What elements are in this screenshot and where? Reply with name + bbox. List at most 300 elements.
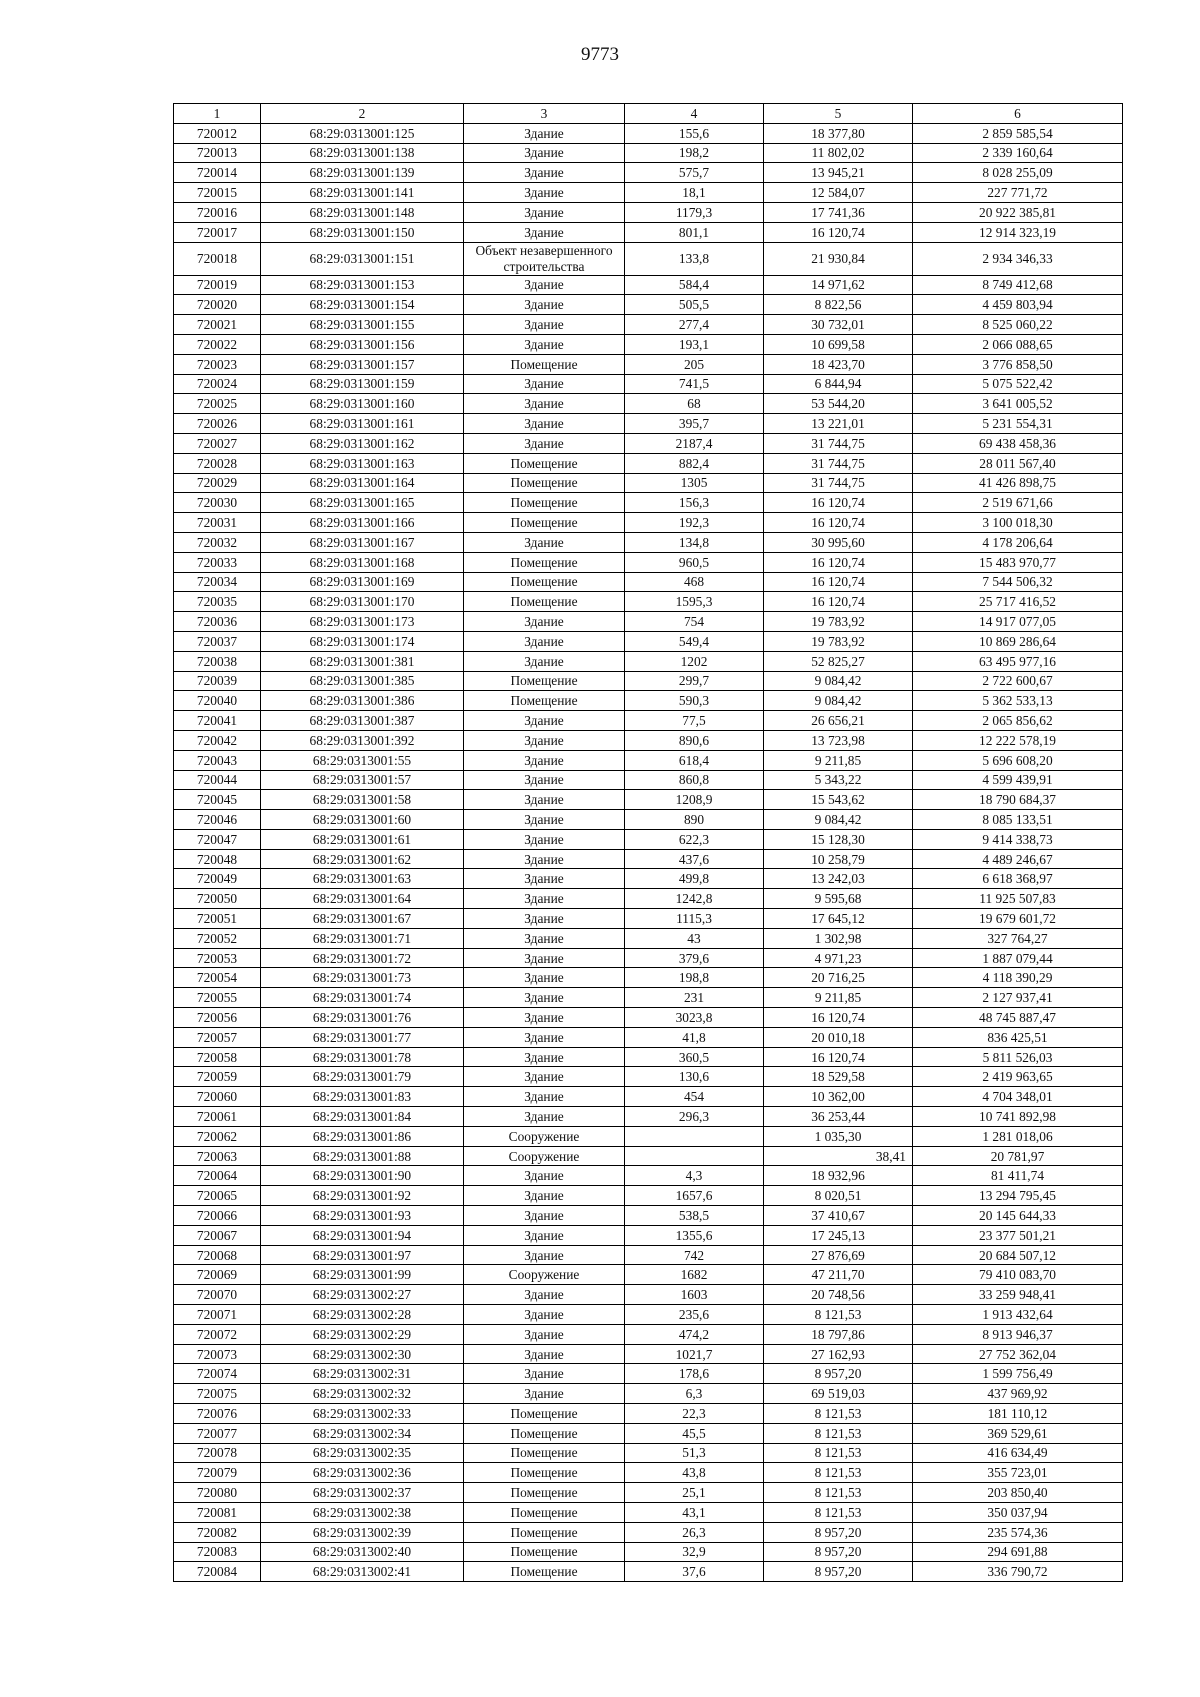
cell-number: 720012 <box>174 123 261 143</box>
cell-area: 1202 <box>625 651 764 671</box>
cell-cadastral-value: 2 419 963,65 <box>913 1067 1123 1087</box>
cell-area: 43,1 <box>625 1502 764 1522</box>
table-row <box>174 493 1123 513</box>
cell-specific-value: 10 258,79 <box>764 849 913 869</box>
cell-number: 720030 <box>174 493 261 513</box>
cell-specific-value: 8 957,20 <box>764 1562 913 1582</box>
cell-specific-value: 8 121,53 <box>764 1502 913 1522</box>
cell-object-type: Здание <box>464 143 625 163</box>
cell-specific-value: 17 645,12 <box>764 909 913 929</box>
cell-number: 720045 <box>174 790 261 810</box>
cell-specific-value: 4 971,23 <box>764 948 913 968</box>
cell-area: 1682 <box>625 1265 764 1285</box>
table-row <box>174 143 1123 163</box>
cell-cadastral-number: 68:29:0313001:90 <box>261 1166 464 1186</box>
cell-cadastral-number: 68:29:0313002:32 <box>261 1384 464 1404</box>
cell-cadastral-value: 8 525 060,22 <box>913 315 1123 335</box>
cell-object-type: Помещение <box>464 493 625 513</box>
table-row <box>174 1265 1123 1285</box>
cell-object-type: Здание <box>464 433 625 453</box>
cell-number: 720071 <box>174 1305 261 1325</box>
cell-specific-value: 31 744,75 <box>764 473 913 493</box>
cell-object-type: Помещение <box>464 691 625 711</box>
cell-cadastral-number: 68:29:0313001:67 <box>261 909 464 929</box>
cell-number: 720040 <box>174 691 261 711</box>
cell-cadastral-number: 68:29:0313001:77 <box>261 1027 464 1047</box>
cell-specific-value: 31 744,75 <box>764 433 913 453</box>
cell-cadastral-value: 14 917 077,05 <box>913 612 1123 632</box>
table-row <box>174 1483 1123 1503</box>
table-row <box>174 295 1123 315</box>
cell-area <box>625 1126 764 1146</box>
cell-cadastral-value: 69 438 458,36 <box>913 433 1123 453</box>
table-row <box>174 849 1123 869</box>
cell-object-type: Здание <box>464 651 625 671</box>
cell-number: 720073 <box>174 1344 261 1364</box>
cell-number: 720043 <box>174 750 261 770</box>
cell-cadastral-number: 68:29:0313001:167 <box>261 532 464 552</box>
cell-specific-value: 8 121,53 <box>764 1423 913 1443</box>
cell-specific-value: 18 797,86 <box>764 1324 913 1344</box>
cell-cadastral-number: 68:29:0313002:30 <box>261 1344 464 1364</box>
cell-cadastral-value: 5 811 526,03 <box>913 1047 1123 1067</box>
cell-area: 882,4 <box>625 453 764 473</box>
cell-object-type: Здание <box>464 1285 625 1305</box>
table-row <box>174 1463 1123 1483</box>
cell-object-type: Здание <box>464 711 625 731</box>
cell-area: 801,1 <box>625 222 764 242</box>
cell-object-type: Здание <box>464 869 625 889</box>
cell-specific-value: 19 783,92 <box>764 631 913 651</box>
cell-area: 231 <box>625 988 764 1008</box>
cell-cadastral-number: 68:29:0313002:37 <box>261 1483 464 1503</box>
cell-object-type: Здание <box>464 1087 625 1107</box>
cell-cadastral-value: 2 066 088,65 <box>913 334 1123 354</box>
cell-number: 720039 <box>174 671 261 691</box>
cell-number: 720020 <box>174 295 261 315</box>
cell-object-type: Здание <box>464 770 625 790</box>
cell-number: 720023 <box>174 354 261 374</box>
cell-object-type: Помещение <box>464 1423 625 1443</box>
cell-object-type: Здание <box>464 612 625 632</box>
cell-area: 454 <box>625 1087 764 1107</box>
cell-object-type: Помещение <box>464 1502 625 1522</box>
cell-cadastral-value: 15 483 970,77 <box>913 552 1123 572</box>
cell-area: 299,7 <box>625 671 764 691</box>
cell-cadastral-value: 437 969,92 <box>913 1384 1123 1404</box>
cell-cadastral-number: 68:29:0313001:58 <box>261 790 464 810</box>
table-row <box>174 889 1123 909</box>
cell-object-type: Здание <box>464 1344 625 1364</box>
cell-object-type: Помещение <box>464 1483 625 1503</box>
cell-object-type: Здание <box>464 849 625 869</box>
table-row <box>174 1107 1123 1127</box>
table-row <box>174 928 1123 948</box>
table-row <box>174 473 1123 493</box>
cell-area: 860,8 <box>625 770 764 790</box>
cell-area: 37,6 <box>625 1562 764 1582</box>
cell-number: 720080 <box>174 1483 261 1503</box>
cell-cadastral-value: 203 850,40 <box>913 1483 1123 1503</box>
cell-number: 720033 <box>174 552 261 572</box>
cell-cadastral-value: 8 913 946,37 <box>913 1324 1123 1344</box>
cell-object-type: Здание <box>464 790 625 810</box>
cell-area: 622,3 <box>625 829 764 849</box>
cell-specific-value: 9 084,42 <box>764 810 913 830</box>
cell-specific-value: 16 120,74 <box>764 1047 913 1067</box>
cell-number: 720028 <box>174 453 261 473</box>
cell-cadastral-value: 18 790 684,37 <box>913 790 1123 810</box>
cell-cadastral-number: 68:29:0313001:174 <box>261 631 464 651</box>
cell-cadastral-value: 4 178 206,64 <box>913 532 1123 552</box>
cell-cadastral-number: 68:29:0313001:160 <box>261 394 464 414</box>
cell-area: 575,7 <box>625 163 764 183</box>
cell-number: 720079 <box>174 1463 261 1483</box>
table-row <box>174 275 1123 295</box>
cell-number: 720067 <box>174 1225 261 1245</box>
cell-number: 720057 <box>174 1027 261 1047</box>
cell-area: 499,8 <box>625 869 764 889</box>
cell-specific-value: 6 844,94 <box>764 374 913 394</box>
table-row <box>174 222 1123 242</box>
table-row <box>174 1443 1123 1463</box>
cell-cadastral-value: 5 075 522,42 <box>913 374 1123 394</box>
cell-cadastral-value: 1 887 079,44 <box>913 948 1123 968</box>
cell-cadastral-value: 416 634,49 <box>913 1443 1123 1463</box>
cell-number: 720034 <box>174 572 261 592</box>
cell-area: 18,1 <box>625 183 764 203</box>
cell-specific-value: 8 121,53 <box>764 1305 913 1325</box>
table-row <box>174 968 1123 988</box>
cell-cadastral-number: 68:29:0313002:29 <box>261 1324 464 1344</box>
cell-number: 720048 <box>174 849 261 869</box>
table-row <box>174 1087 1123 1107</box>
cell-object-type: Здание <box>464 988 625 1008</box>
cell-object-type: Здание <box>464 829 625 849</box>
cell-cadastral-number: 68:29:0313001:159 <box>261 374 464 394</box>
cell-object-type: Помещение <box>464 473 625 493</box>
header-row <box>174 104 1123 124</box>
cell-cadastral-value: 28 011 567,40 <box>913 453 1123 473</box>
cell-number: 720054 <box>174 968 261 988</box>
cell-cadastral-value: 48 745 887,47 <box>913 1008 1123 1028</box>
cell-area: 1657,6 <box>625 1186 764 1206</box>
cell-cadastral-number: 68:29:0313002:27 <box>261 1285 464 1305</box>
cell-area: 25,1 <box>625 1483 764 1503</box>
table-row <box>174 1285 1123 1305</box>
cell-area: 193,1 <box>625 334 764 354</box>
table-row <box>174 1522 1123 1542</box>
cell-number: 720082 <box>174 1522 261 1542</box>
cell-cadastral-number: 68:29:0313001:74 <box>261 988 464 1008</box>
table-row <box>174 1126 1123 1146</box>
cell-specific-value: 47 211,70 <box>764 1265 913 1285</box>
table-row <box>174 315 1123 335</box>
table-row <box>174 909 1123 929</box>
cell-object-type: Здание <box>464 1166 625 1186</box>
cell-cadastral-value: 20 922 385,81 <box>913 202 1123 222</box>
table-row <box>174 513 1123 533</box>
cell-number: 720060 <box>174 1087 261 1107</box>
cell-object-type: Здание <box>464 275 625 295</box>
cell-number: 720063 <box>174 1146 261 1166</box>
table-row <box>174 414 1123 434</box>
cell-specific-value: 13 723,98 <box>764 730 913 750</box>
cell-cadastral-value: 11 925 507,83 <box>913 889 1123 909</box>
cell-area: 1208,9 <box>625 790 764 810</box>
cell-specific-value: 8 957,20 <box>764 1364 913 1384</box>
table-row <box>174 869 1123 889</box>
cell-cadastral-value: 12 914 323,19 <box>913 222 1123 242</box>
cell-specific-value: 26 656,21 <box>764 711 913 731</box>
cell-cadastral-value: 7 544 506,32 <box>913 572 1123 592</box>
table-row <box>174 1324 1123 1344</box>
cell-number: 720065 <box>174 1186 261 1206</box>
table-row <box>174 612 1123 632</box>
cell-area: 618,4 <box>625 750 764 770</box>
cell-cadastral-number: 68:29:0313001:139 <box>261 163 464 183</box>
cell-number: 720037 <box>174 631 261 651</box>
cell-number: 720036 <box>174 612 261 632</box>
cell-object-type: Здание <box>464 163 625 183</box>
cell-specific-value: 21 930,84 <box>764 242 913 275</box>
registry-table <box>173 103 1123 1582</box>
cell-object-type: Сооружение <box>464 1126 625 1146</box>
cell-area: 2187,4 <box>625 433 764 453</box>
cell-object-type: Помещение <box>464 453 625 473</box>
table-row <box>174 334 1123 354</box>
cell-area: 549,4 <box>625 631 764 651</box>
cell-cadastral-number: 68:29:0313001:71 <box>261 928 464 948</box>
cell-specific-value: 16 120,74 <box>764 572 913 592</box>
table-row <box>174 433 1123 453</box>
cell-area: 192,3 <box>625 513 764 533</box>
cell-area: 68 <box>625 394 764 414</box>
cell-cadastral-value: 8 085 133,51 <box>913 810 1123 830</box>
cell-cadastral-value: 2 339 160,64 <box>913 143 1123 163</box>
cell-area: 156,3 <box>625 493 764 513</box>
cell-cadastral-number: 68:29:0313001:164 <box>261 473 464 493</box>
cell-number: 720024 <box>174 374 261 394</box>
table-row <box>174 242 1123 275</box>
cell-number: 720075 <box>174 1384 261 1404</box>
cell-specific-value: 10 699,58 <box>764 334 913 354</box>
cell-object-type: Здание <box>464 414 625 434</box>
column-header: 5 <box>764 104 913 124</box>
cell-cadastral-value: 79 410 083,70 <box>913 1265 1123 1285</box>
cell-object-type: Здание <box>464 1047 625 1067</box>
page-number: 9773 <box>581 44 619 65</box>
cell-cadastral-number: 68:29:0313001:60 <box>261 810 464 830</box>
cell-cadastral-number: 68:29:0313001:173 <box>261 612 464 632</box>
column-header: 3 <box>464 104 625 124</box>
cell-object-type: Здание <box>464 183 625 203</box>
cell-specific-value: 8 121,53 <box>764 1463 913 1483</box>
table-row <box>174 1146 1123 1166</box>
cell-cadastral-number: 68:29:0313002:33 <box>261 1404 464 1424</box>
table-row <box>174 572 1123 592</box>
table-body <box>174 123 1123 1581</box>
cell-specific-value: 8 822,56 <box>764 295 913 315</box>
cell-number: 720031 <box>174 513 261 533</box>
cell-number: 720081 <box>174 1502 261 1522</box>
cell-object-type: Здание <box>464 1027 625 1047</box>
table-row <box>174 1344 1123 1364</box>
cell-cadastral-number: 68:29:0313001:84 <box>261 1107 464 1127</box>
table-row <box>174 948 1123 968</box>
cell-object-type: Здание <box>464 1206 625 1226</box>
cell-specific-value: 19 783,92 <box>764 612 913 632</box>
cell-cadastral-number: 68:29:0313001:156 <box>261 334 464 354</box>
cell-area: 1355,6 <box>625 1225 764 1245</box>
cell-area: 277,4 <box>625 315 764 335</box>
cell-number: 720070 <box>174 1285 261 1305</box>
cell-cadastral-value: 8 749 412,68 <box>913 275 1123 295</box>
cell-number: 720015 <box>174 183 261 203</box>
cell-cadastral-number: 68:29:0313001:157 <box>261 354 464 374</box>
table-row <box>174 1404 1123 1424</box>
table-row <box>174 1008 1123 1028</box>
table-row <box>174 1384 1123 1404</box>
cell-area: 43,8 <box>625 1463 764 1483</box>
table-row <box>174 354 1123 374</box>
cell-area: 360,5 <box>625 1047 764 1067</box>
cell-specific-value: 11 802,02 <box>764 143 913 163</box>
cell-cadastral-value: 9 414 338,73 <box>913 829 1123 849</box>
cell-cadastral-number: 68:29:0313001:99 <box>261 1265 464 1285</box>
cell-cadastral-value: 25 717 416,52 <box>913 592 1123 612</box>
cell-specific-value: 30 995,60 <box>764 532 913 552</box>
cell-object-type: Здание <box>464 1225 625 1245</box>
cell-specific-value: 15 128,30 <box>764 829 913 849</box>
cell-specific-value: 16 120,74 <box>764 1008 913 1028</box>
cell-object-type: Помещение <box>464 671 625 691</box>
cell-area: 1305 <box>625 473 764 493</box>
cell-specific-value: 37 410,67 <box>764 1206 913 1226</box>
cell-cadastral-number: 68:29:0313001:76 <box>261 1008 464 1028</box>
cell-object-type: Здание <box>464 334 625 354</box>
table-row <box>174 1502 1123 1522</box>
cell-object-type: Помещение <box>464 552 625 572</box>
cell-specific-value: 8 957,20 <box>764 1522 913 1542</box>
cell-specific-value: 27 876,69 <box>764 1245 913 1265</box>
table-row <box>174 651 1123 671</box>
cell-number: 720041 <box>174 711 261 731</box>
cell-cadastral-number: 68:29:0313001:83 <box>261 1087 464 1107</box>
cell-object-type: Здание <box>464 374 625 394</box>
cell-cadastral-value: 23 377 501,21 <box>913 1225 1123 1245</box>
table-row <box>174 592 1123 612</box>
cell-specific-value: 31 744,75 <box>764 453 913 473</box>
cell-object-type: Здание <box>464 1186 625 1206</box>
cell-area: 296,3 <box>625 1107 764 1127</box>
cell-area: 1595,3 <box>625 592 764 612</box>
table-row <box>174 532 1123 552</box>
table-row <box>174 1067 1123 1087</box>
cell-specific-value: 5 343,22 <box>764 770 913 790</box>
table-row <box>174 730 1123 750</box>
table-row <box>174 671 1123 691</box>
cell-area: 6,3 <box>625 1384 764 1404</box>
cell-specific-value: 16 120,74 <box>764 222 913 242</box>
cell-area: 51,3 <box>625 1443 764 1463</box>
cell-area: 198,2 <box>625 143 764 163</box>
cell-object-type: Помещение <box>464 1562 625 1582</box>
cell-object-type: Помещение <box>464 513 625 533</box>
cell-cadastral-value: 20 145 644,33 <box>913 1206 1123 1226</box>
cell-number: 720064 <box>174 1166 261 1186</box>
table-row <box>174 1245 1123 1265</box>
cell-area: 590,3 <box>625 691 764 711</box>
cell-cadastral-number: 68:29:0313001:385 <box>261 671 464 691</box>
cell-specific-value: 8 121,53 <box>764 1443 913 1463</box>
cell-specific-value: 18 932,96 <box>764 1166 913 1186</box>
cell-cadastral-value: 10 741 892,98 <box>913 1107 1123 1127</box>
cell-cadastral-value: 12 222 578,19 <box>913 730 1123 750</box>
cell-specific-value: 52 825,27 <box>764 651 913 671</box>
cell-cadastral-number: 68:29:0313001:62 <box>261 849 464 869</box>
table-row <box>174 1166 1123 1186</box>
cell-area: 77,5 <box>625 711 764 731</box>
cell-number: 720013 <box>174 143 261 163</box>
cell-area: 754 <box>625 612 764 632</box>
cell-cadastral-number: 68:29:0313001:138 <box>261 143 464 163</box>
cell-cadastral-number: 68:29:0313001:94 <box>261 1225 464 1245</box>
cell-number: 720025 <box>174 394 261 414</box>
cell-specific-value: 1 302,98 <box>764 928 913 948</box>
cell-area: 235,6 <box>625 1305 764 1325</box>
cell-specific-value: 16 120,74 <box>764 493 913 513</box>
cell-area: 505,5 <box>625 295 764 315</box>
cell-specific-value: 18 529,58 <box>764 1067 913 1087</box>
cell-cadastral-number: 68:29:0313002:35 <box>261 1443 464 1463</box>
cell-cadastral-number: 68:29:0313001:73 <box>261 968 464 988</box>
cell-object-type: Помещение <box>464 592 625 612</box>
cell-specific-value: 8 957,20 <box>764 1542 913 1562</box>
cell-area: 1603 <box>625 1285 764 1305</box>
cell-specific-value: 69 519,03 <box>764 1384 913 1404</box>
cell-number: 720072 <box>174 1324 261 1344</box>
cell-number: 720035 <box>174 592 261 612</box>
cell-area: 741,5 <box>625 374 764 394</box>
cell-specific-value: 8 121,53 <box>764 1483 913 1503</box>
table-row <box>174 631 1123 651</box>
cell-cadastral-number: 68:29:0313001:148 <box>261 202 464 222</box>
cell-cadastral-value: 1 599 756,49 <box>913 1364 1123 1384</box>
cell-number: 720018 <box>174 242 261 275</box>
table-row <box>174 183 1123 203</box>
cell-number: 720069 <box>174 1265 261 1285</box>
cell-number: 720017 <box>174 222 261 242</box>
cell-cadastral-value: 2 859 585,54 <box>913 123 1123 143</box>
cell-object-type: Здание <box>464 222 625 242</box>
cell-cadastral-value: 369 529,61 <box>913 1423 1123 1443</box>
cell-specific-value: 13 242,03 <box>764 869 913 889</box>
cell-object-type: Помещение <box>464 1443 625 1463</box>
cell-specific-value: 20 010,18 <box>764 1027 913 1047</box>
cell-cadastral-number: 68:29:0313001:61 <box>261 829 464 849</box>
cell-object-type: Здание <box>464 968 625 988</box>
cell-cadastral-number: 68:29:0313001:63 <box>261 869 464 889</box>
cell-cadastral-number: 68:29:0313001:162 <box>261 433 464 453</box>
cell-specific-value: 18 377,80 <box>764 123 913 143</box>
cell-cadastral-value: 27 752 362,04 <box>913 1344 1123 1364</box>
cell-area: 32,9 <box>625 1542 764 1562</box>
cell-cadastral-number: 68:29:0313001:163 <box>261 453 464 473</box>
cell-cadastral-number: 68:29:0313001:150 <box>261 222 464 242</box>
cell-cadastral-value: 1 281 018,06 <box>913 1126 1123 1146</box>
cell-specific-value: 16 120,74 <box>764 513 913 533</box>
